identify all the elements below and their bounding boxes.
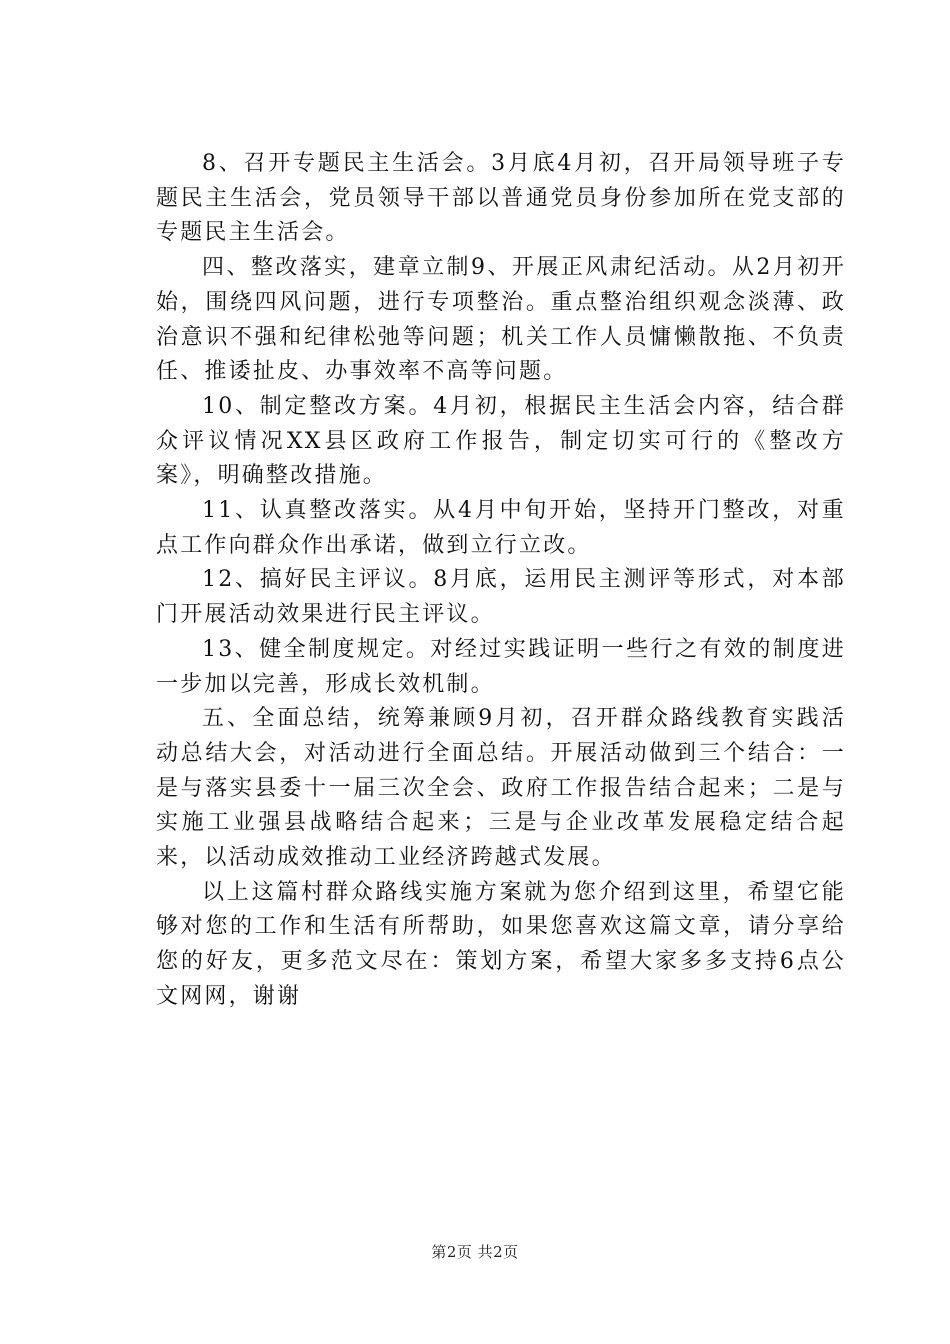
page-footer: 第2页 共2页 bbox=[431, 1243, 519, 1261]
paragraph-11-implementation: 11、认真整改落实。从4月中旬开始，坚持开门整改，对重点工作向群众作出承诺，做到立行立改。 bbox=[156, 498, 846, 558]
paragraph-13-system-rules: 13、健全制度规定。对经过实践证明一些行之有效的制度进一步加以完善，形成长效机制。 bbox=[156, 636, 846, 697]
paragraph-closing: 以上这篇村群众路线实施方案就为您介绍到这里，希望它能够对您的工作和生活有所帮助，如果您喜欢这篇文章，请分享给您的好友，更多范文尽在：策划方案，希望大家多多支持6点公文网网，谢谢 bbox=[156, 879, 846, 1009]
paragraph-12-democratic-review: 12、搞好民主评议。8月底，运用民主测评等形式，对本部门开展活动效果进行民主评议。 bbox=[156, 567, 846, 628]
paragraph-8-democratic-life-meeting: 8、召开专题民主生活会。3月底4月初，召开局领导班子专题民主生活会，党员领导干部以普通党员身份参加所在党支部的专题民主生活会。 bbox=[156, 151, 846, 246]
document-body bbox=[156, 147, 846, 1015]
paragraph-5-summary: 五、全面总结，统筹兼顾9月初，召开群众路线教育实践活动总结大会，对活动进行全面总结。开展活动做到三个结合：一是与落实县委十一届三次全会、政府工作报告结合起来；二是与实施工业强县战略结合起来；三是与企业改革发展稳定结合起来，以活动成效推动工业经济跨越式发展。 bbox=[156, 706, 846, 871]
paragraph-4-rectification: 四、整改落实，建章立制9、开展正风肃纪活动。从2月初开始，围绕四风问题，进行专项整治。重点整治组织观念淡薄、政治意识不强和纪律松弛等问题；机关工作人员慵懒散拖、不负责任、推诿扯皮、办事效率不高等问题。 bbox=[156, 255, 846, 385]
paragraph-10-rectification-plan: 10、制定整改方案。4月初，根据民主生活会内容，结合群众评议情况XX县区政府工作报告，制定切实可行的《整改方案》，明确整改措施。 bbox=[156, 393, 846, 489]
